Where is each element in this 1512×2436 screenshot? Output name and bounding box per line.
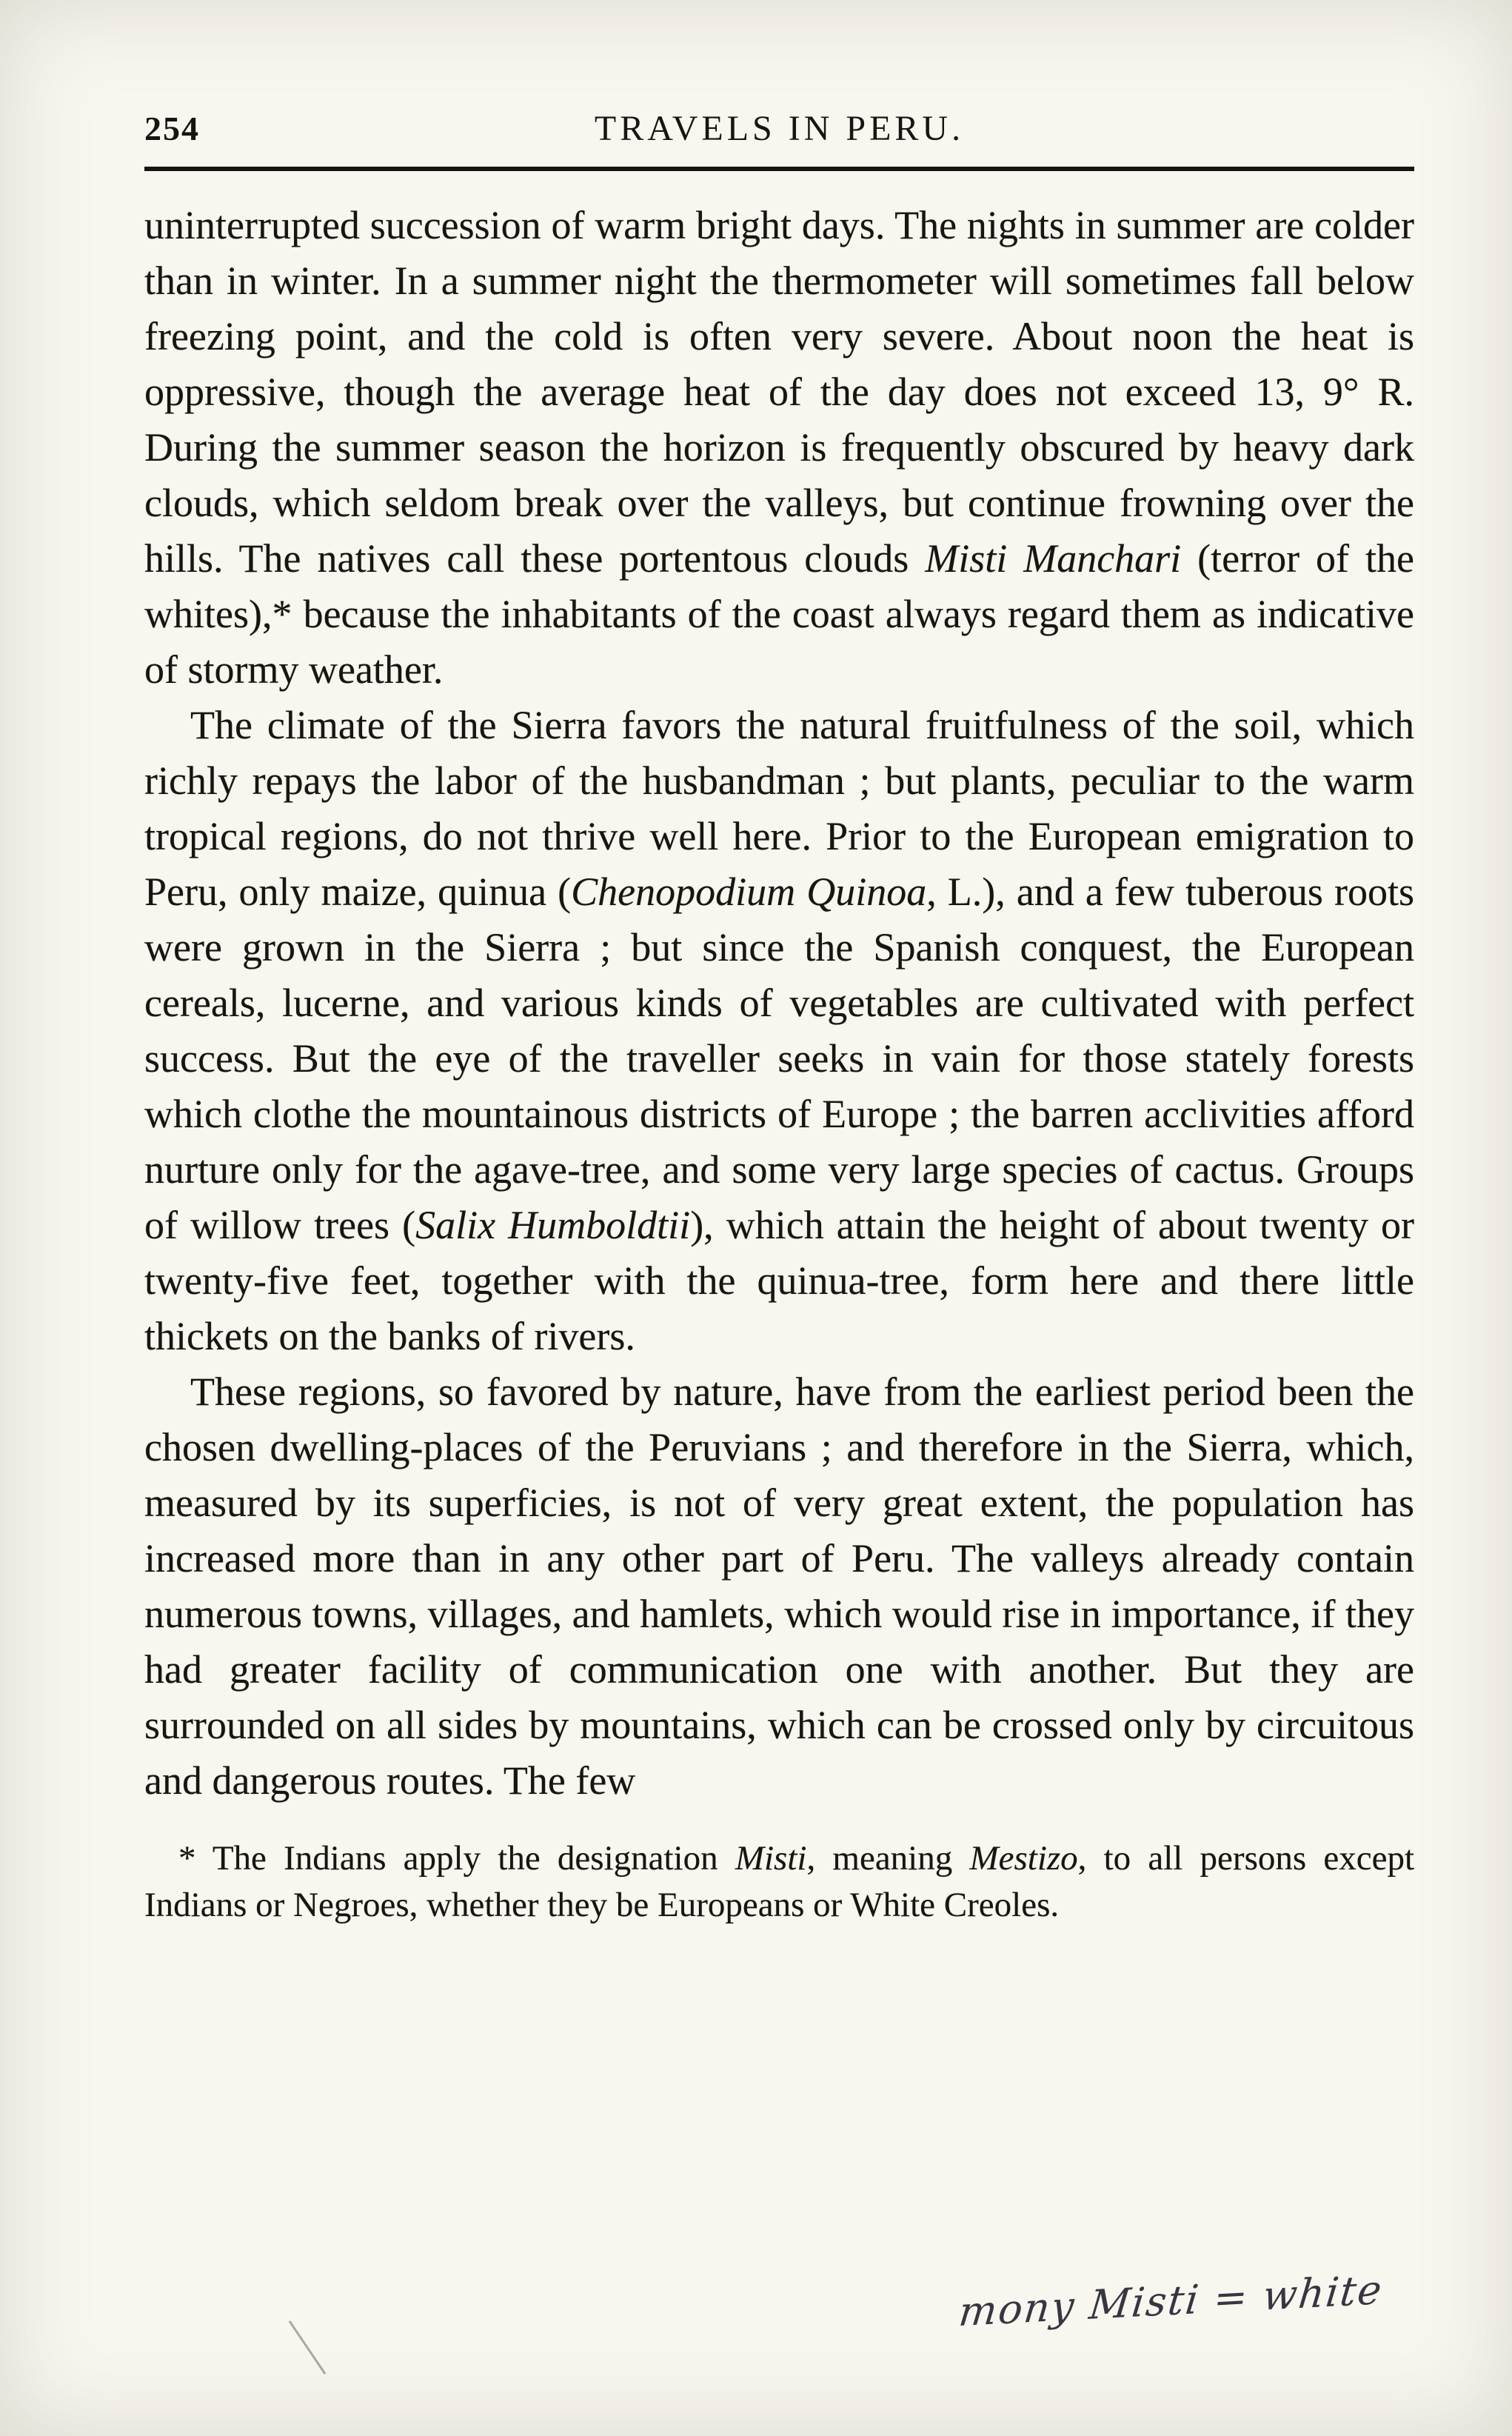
- italic-text-run: Mestizo: [969, 1839, 1078, 1878]
- header-rule: [144, 167, 1414, 171]
- text-run: , to all persons except Indians or Negroes, whether they be Europeans or White Creoles.: [144, 1839, 1414, 1924]
- text-run: ), which attain the height of about twenty or twenty-five feet, together with the quinua-tree, form here and there little thickets on the banks of rivers.: [144, 1203, 1415, 1358]
- handwritten-annotation: mony Misti = white: [957, 2266, 1385, 2336]
- italic-text-run: Chenopodium Quinoa: [571, 870, 927, 914]
- page-body: [144, 198, 1414, 1809]
- running-title: TRAVELS IN PERU.: [594, 109, 965, 148]
- text-run: The climate of the Sierra favors the natural fruitfulness of the soil, which richly repays the labor of the husbandman ; but plants, peculiar to the warm tropical regions, do not thrive well here. Prior to the European emigration to Peru, only maize, quinua (: [144, 703, 1414, 914]
- running-head: [144, 108, 1414, 149]
- ink-scratch-mark: [289, 2320, 327, 2375]
- paragraph: [144, 1835, 1414, 1929]
- text-run: (terror of the whites),* because the inhabitants of the coast always regard them as indicative of stormy weather.: [144, 536, 1414, 692]
- footnote: [144, 1835, 1414, 1929]
- paragraph: [144, 198, 1414, 698]
- italic-text-run: Salix Humboldtii: [415, 1203, 691, 1247]
- text-run: These regions, so favored by nature, have from the earliest period been the chosen dwelling-places of the Peruvians ; and therefore in the Sierra, which, measured by its superficies, is not of very great extent, the population has increased more than in any other part of Peru. The valleys already contain numerous towns, villages, and hamlets, which would rise in importance, if they had greater facility of communication one with another. But they are surrounded on all sides by mountains, which can be crossed only by circuitous and dangerous routes. The few: [144, 1369, 1414, 1803]
- text-run: , meaning: [806, 1839, 970, 1878]
- text-run: uninterrupted succession of warm bright days. The nights in summer are colder than in winter. In a summer night the thermometer will sometimes fall below freezing point, and the cold is often very severe. About noon the heat is oppressive, though the average heat of the day does not exceed 13, 9° R. During the summer season the horizon is frequently obscured by heavy dark clouds, which seldom break over the valleys, but continue frowning over the hills. The natives call these portentous clouds: [144, 203, 1414, 581]
- italic-text-run: Misti: [735, 1839, 807, 1878]
- page-number: 254: [144, 110, 200, 147]
- italic-text-run: Misti Manchari: [925, 536, 1182, 581]
- text-run: , L.), and a few tuberous roots were grown in the Sierra ; but since the Spanish conquest, the European cereals, lucerne, and various kinds of vegetables are cultivated with perfect success. But the eye of the traveller seeks in vain for those stately forests which clothe the mountainous districts of Europe ; the barren acclivities afford nurture only for the agave-tree, and some very large species of cactus. Groups of willow trees (: [144, 870, 1414, 1247]
- paragraph: [144, 1364, 1414, 1809]
- paragraph: [144, 698, 1414, 1364]
- text-run: * The Indians apply the designation: [178, 1839, 735, 1878]
